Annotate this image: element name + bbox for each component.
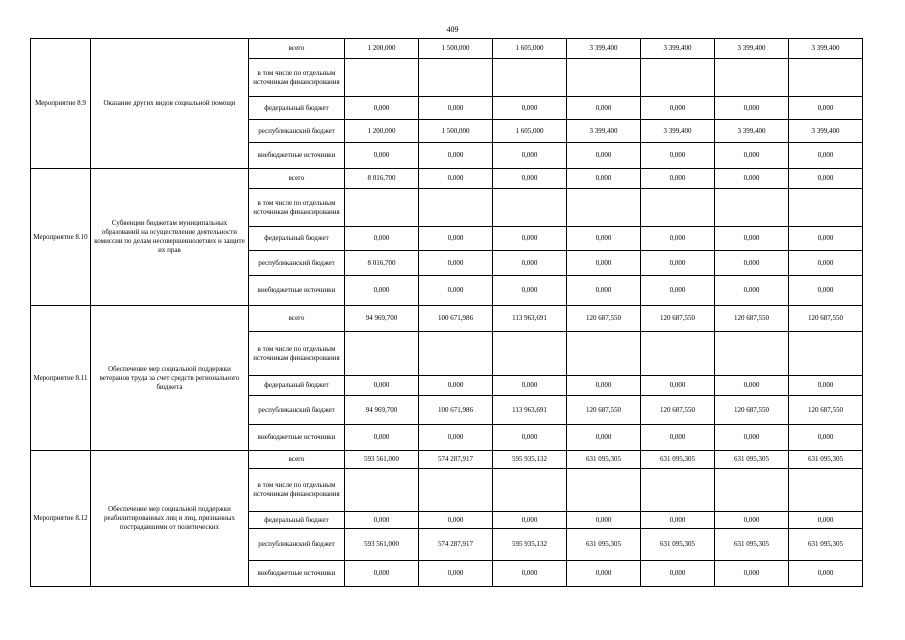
- amount-cell: 0,000: [493, 425, 567, 451]
- amount-cell: [715, 59, 789, 97]
- amount-cell: [493, 59, 567, 97]
- amount-cell: 0,000: [567, 276, 641, 306]
- funding-source: внебюджетные источники: [249, 561, 345, 587]
- amount-cell: 0,000: [715, 512, 789, 529]
- amount-cell: 113 963,691: [493, 306, 567, 332]
- amount-cell: 3 399,400: [789, 120, 863, 143]
- amount-cell: 0,000: [715, 227, 789, 251]
- amount-cell: [789, 332, 863, 376]
- amount-cell: [789, 59, 863, 97]
- amount-cell: 574 287,917: [419, 529, 493, 561]
- amount-cell: 0,000: [345, 425, 419, 451]
- amount-cell: 120 687,550: [715, 396, 789, 425]
- amount-cell: 631 095,305: [567, 529, 641, 561]
- amount-cell: 0,000: [493, 97, 567, 120]
- amount-cell: 8 016,700: [345, 251, 419, 276]
- amount-cell: 0,000: [493, 227, 567, 251]
- amount-cell: 3 399,400: [641, 120, 715, 143]
- amount-cell: [567, 332, 641, 376]
- amount-cell: 0,000: [493, 169, 567, 189]
- amount-cell: 631 095,305: [789, 529, 863, 561]
- amount-cell: [419, 469, 493, 512]
- amount-cell: 0,000: [715, 143, 789, 169]
- amount-cell: [641, 189, 715, 227]
- amount-cell: 595 935,132: [493, 529, 567, 561]
- amount-cell: 0,000: [715, 97, 789, 120]
- funding-source: республиканский бюджет: [249, 529, 345, 561]
- funding-source: республиканский бюджет: [249, 120, 345, 143]
- amount-cell: [789, 469, 863, 512]
- measure-code: Мероприятие 8.11: [31, 306, 91, 451]
- amount-cell: [715, 332, 789, 376]
- funding-source: в том числе по отдельным источникам финансирования: [249, 59, 345, 97]
- funding-source: в том числе по отдельным источникам финансирования: [249, 332, 345, 376]
- amount-cell: [345, 469, 419, 512]
- amount-cell: 0,000: [345, 512, 419, 529]
- amount-cell: 0,000: [789, 512, 863, 529]
- page-number: 409: [446, 25, 459, 34]
- amount-cell: 0,000: [789, 376, 863, 396]
- amount-cell: 0,000: [419, 425, 493, 451]
- amount-cell: 0,000: [567, 143, 641, 169]
- funding-source: федеральный бюджет: [249, 376, 345, 396]
- measure-description: Обеспечение мер социальной поддержки ветеранов труда за счет средств регионального бюджета: [91, 306, 249, 451]
- amount-cell: [641, 332, 715, 376]
- measure-description: Оказание других видов социальной помощи: [91, 39, 249, 169]
- amount-cell: 0,000: [419, 169, 493, 189]
- amount-cell: 0,000: [715, 425, 789, 451]
- amount-cell: 0,000: [567, 251, 641, 276]
- amount-cell: 0,000: [641, 169, 715, 189]
- amount-cell: 0,000: [715, 376, 789, 396]
- amount-cell: 0,000: [567, 169, 641, 189]
- amount-cell: [641, 469, 715, 512]
- amount-cell: 0,000: [493, 251, 567, 276]
- amount-cell: 3 399,400: [567, 39, 641, 59]
- amount-cell: [715, 189, 789, 227]
- funding-source: федеральный бюджет: [249, 512, 345, 529]
- amount-cell: 94 969,700: [345, 396, 419, 425]
- amount-cell: 0,000: [567, 376, 641, 396]
- amount-cell: 0,000: [641, 97, 715, 120]
- amount-cell: 0,000: [789, 143, 863, 169]
- amount-cell: 0,000: [789, 169, 863, 189]
- amount-cell: [419, 59, 493, 97]
- amount-cell: 1 200,000: [345, 39, 419, 59]
- budget-table: [30, 38, 863, 587]
- amount-cell: 0,000: [789, 227, 863, 251]
- funding-source: всего: [249, 451, 345, 469]
- amount-cell: 113 963,691: [493, 396, 567, 425]
- measure-description: Субвенции бюджетам муниципальных образований на осуществление деятельности комиссии по делам несовершеннолетних и защите их прав: [91, 169, 249, 306]
- amount-cell: 0,000: [641, 143, 715, 169]
- amount-cell: 593 561,000: [345, 529, 419, 561]
- amount-cell: 595 935,132: [493, 451, 567, 469]
- amount-cell: [715, 469, 789, 512]
- amount-cell: 0,000: [419, 561, 493, 587]
- amount-cell: 0,000: [715, 276, 789, 306]
- amount-cell: 631 095,305: [567, 451, 641, 469]
- amount-cell: 0,000: [789, 97, 863, 120]
- amount-cell: 0,000: [345, 143, 419, 169]
- amount-cell: 0,000: [789, 276, 863, 306]
- amount-cell: 0,000: [567, 97, 641, 120]
- amount-cell: 0,000: [715, 251, 789, 276]
- amount-cell: 0,000: [567, 561, 641, 587]
- amount-cell: 0,000: [493, 276, 567, 306]
- amount-cell: 0,000: [493, 143, 567, 169]
- amount-cell: [641, 59, 715, 97]
- amount-cell: 120 687,550: [789, 396, 863, 425]
- amount-cell: 0,000: [567, 227, 641, 251]
- amount-cell: 3 399,400: [789, 39, 863, 59]
- amount-cell: 0,000: [789, 561, 863, 587]
- amount-cell: 120 687,550: [715, 306, 789, 332]
- amount-cell: 0,000: [641, 227, 715, 251]
- amount-cell: 631 095,305: [641, 529, 715, 561]
- amount-cell: 0,000: [493, 512, 567, 529]
- funding-source: внебюджетные источники: [249, 276, 345, 306]
- amount-cell: 3 399,400: [567, 120, 641, 143]
- funding-source: внебюджетные источники: [249, 143, 345, 169]
- amount-cell: 0,000: [419, 376, 493, 396]
- amount-cell: 8 016,700: [345, 169, 419, 189]
- table-row: [31, 39, 863, 59]
- amount-cell: 574 287,917: [419, 451, 493, 469]
- amount-cell: [493, 332, 567, 376]
- amount-cell: 1 500,000: [419, 39, 493, 59]
- table-row: [31, 306, 863, 332]
- amount-cell: 0,000: [345, 227, 419, 251]
- amount-cell: [419, 332, 493, 376]
- amount-cell: [567, 189, 641, 227]
- amount-cell: 0,000: [419, 97, 493, 120]
- amount-cell: 0,000: [641, 425, 715, 451]
- amount-cell: 94 969,700: [345, 306, 419, 332]
- amount-cell: 120 687,550: [789, 306, 863, 332]
- amount-cell: 0,000: [345, 376, 419, 396]
- amount-cell: 0,000: [567, 512, 641, 529]
- measure-code: Мероприятие 8.12: [31, 451, 91, 587]
- amount-cell: 100 671,986: [419, 396, 493, 425]
- amount-cell: 120 687,550: [641, 306, 715, 332]
- measure-description: Обеспечение мер социальной поддержки реабилитированных лиц и лиц, признанных пострадавшими от политических: [91, 451, 249, 587]
- amount-cell: [493, 469, 567, 512]
- amount-cell: 0,000: [641, 276, 715, 306]
- funding-source: в том числе по отдельным источникам финансирования: [249, 469, 345, 512]
- amount-cell: [493, 189, 567, 227]
- measure-code: Мероприятие 8.9: [31, 39, 91, 169]
- funding-source: всего: [249, 169, 345, 189]
- amount-cell: 0,000: [419, 251, 493, 276]
- amount-cell: [567, 469, 641, 512]
- funding-source: внебюджетные источники: [249, 425, 345, 451]
- amount-cell: 1 200,000: [345, 120, 419, 143]
- amount-cell: 0,000: [419, 512, 493, 529]
- funding-source: всего: [249, 306, 345, 332]
- amount-cell: 0,000: [641, 251, 715, 276]
- amount-cell: 1 605,000: [493, 120, 567, 143]
- funding-source: республиканский бюджет: [249, 396, 345, 425]
- amount-cell: [345, 59, 419, 97]
- amount-cell: [789, 189, 863, 227]
- amount-cell: 0,000: [493, 376, 567, 396]
- amount-cell: 0,000: [419, 276, 493, 306]
- table-row: [31, 451, 863, 469]
- amount-cell: 1 500,000: [419, 120, 493, 143]
- amount-cell: 1 605,000: [493, 39, 567, 59]
- funding-source: федеральный бюджет: [249, 227, 345, 251]
- amount-cell: [567, 59, 641, 97]
- amount-cell: 3 399,400: [715, 120, 789, 143]
- amount-cell: 0,000: [641, 376, 715, 396]
- amount-cell: 0,000: [715, 561, 789, 587]
- amount-cell: 0,000: [419, 227, 493, 251]
- amount-cell: 0,000: [641, 561, 715, 587]
- amount-cell: 120 687,550: [567, 306, 641, 332]
- amount-cell: 120 687,550: [641, 396, 715, 425]
- amount-cell: 0,000: [493, 561, 567, 587]
- amount-cell: 100 671,986: [419, 306, 493, 332]
- funding-source: федеральный бюджет: [249, 97, 345, 120]
- amount-cell: 631 095,305: [715, 529, 789, 561]
- amount-cell: 631 095,305: [715, 451, 789, 469]
- amount-cell: 0,000: [345, 276, 419, 306]
- amount-cell: 0,000: [345, 561, 419, 587]
- amount-cell: [345, 332, 419, 376]
- table-row: [31, 169, 863, 189]
- amount-cell: 0,000: [567, 425, 641, 451]
- funding-source: в том числе по отдельным источникам финансирования: [249, 189, 345, 227]
- budget-table-body: [31, 39, 863, 587]
- amount-cell: 3 399,400: [641, 39, 715, 59]
- amount-cell: 0,000: [789, 425, 863, 451]
- measure-code: Мероприятие 8.10: [31, 169, 91, 306]
- funding-source: всего: [249, 39, 345, 59]
- amount-cell: 0,000: [641, 512, 715, 529]
- amount-cell: 631 095,305: [641, 451, 715, 469]
- amount-cell: 120 687,550: [567, 396, 641, 425]
- amount-cell: 0,000: [419, 143, 493, 169]
- amount-cell: 593 561,000: [345, 451, 419, 469]
- amount-cell: 0,000: [715, 169, 789, 189]
- amount-cell: 0,000: [345, 97, 419, 120]
- amount-cell: [419, 189, 493, 227]
- funding-source: республиканский бюджет: [249, 251, 345, 276]
- amount-cell: [345, 189, 419, 227]
- amount-cell: 631 095,305: [789, 451, 863, 469]
- amount-cell: 3 399,400: [715, 39, 789, 59]
- amount-cell: 0,000: [789, 251, 863, 276]
